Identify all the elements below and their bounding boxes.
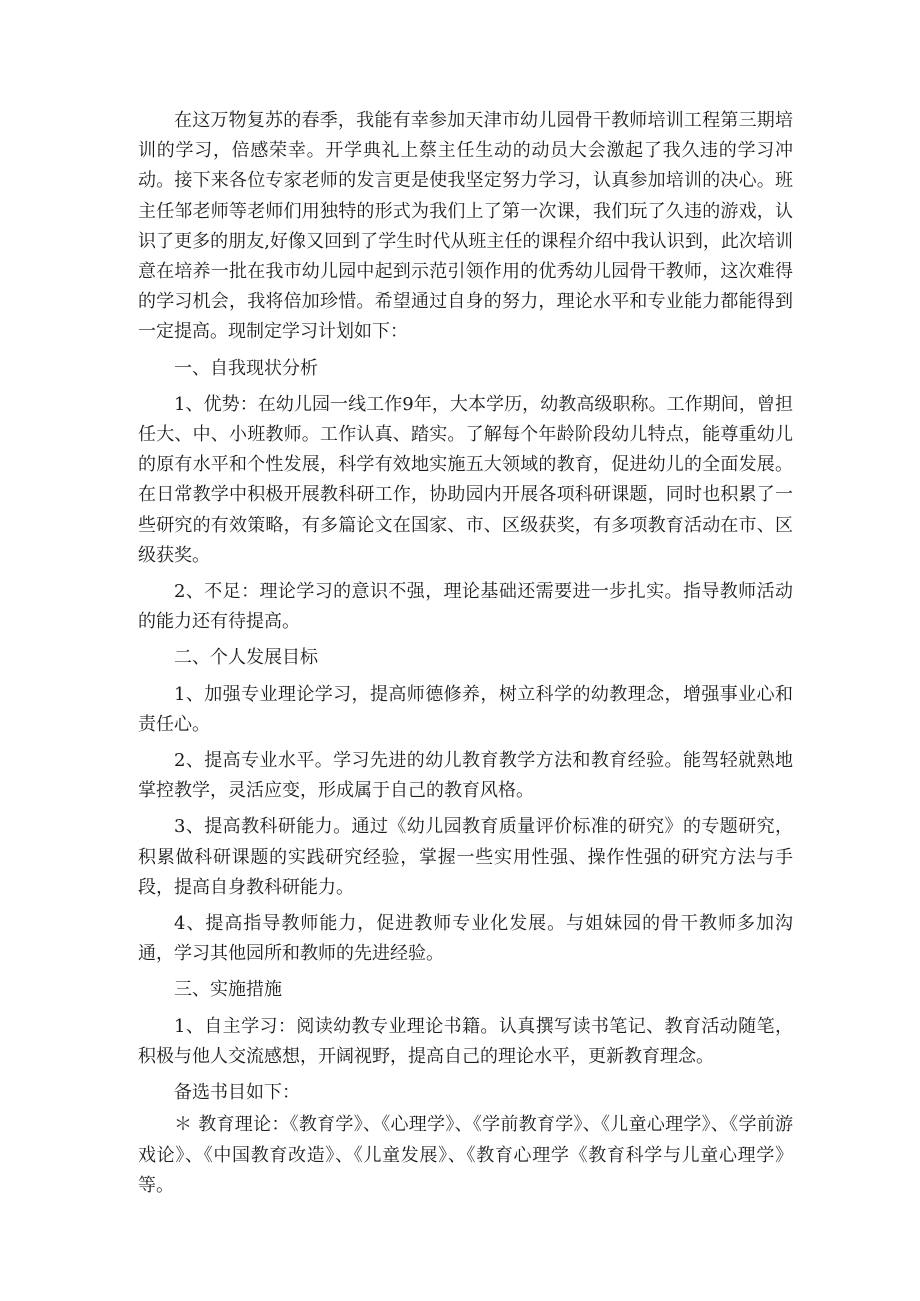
goal-item-1: 1、加强专业理论学习，提高师德修养，树立科学的幼教理念，增强事业心和责任心。 (138, 683, 793, 735)
strengths-paragraph: 1、优势：在幼儿园一线工作9年，大本学历，幼教高级职称。工作期间，曾担任大、中、小班教师。工作认真、踏实。了解每个年龄阶段幼儿特点，能尊重幼儿的原有水平和个性发展，科学有效地实施五大领域的教育，促进幼儿的全面发展。在日常教学中积极开展教科研工作，协助园内开展各项科研课题，同时也积累了一些研究的有效策略，有多篇论文在国家、市、区级获奖，有多项教育活动在市、区级获奖。 (138, 393, 793, 566)
goal-item-4: 4、提高指导教师能力，促进教师专业化发展。与姐妹园的骨干教师多加沟通，学习其他园所和教师的先进经验。 (138, 913, 793, 965)
book-list-heading: 备选书目如下： (174, 1082, 300, 1104)
measure-item-1: 1、自主学习：阅读幼教专业理论书籍。认真撰写读书笔记、教育活动随笔，积极与他人交流感想，开阔视野，提高自己的理论水平，更新教育理念。 (138, 1015, 793, 1067)
intro-paragraph: 在这万物复苏的春季，我能有幸参加天津市幼儿园骨干教师培训工程第三期培训的学习，倍感荣幸。开学典礼上蔡主任生动的动员大会激起了我久违的学习冲动。接下来各位专家老师的发言更是使我坚定努力学习，认真参加培训的决心。班主任邹老师等老师们用独特的形式为我们上了第一次课，我们玩了久违的游戏，认识了更多的朋友,好像又回到了学生时代从班主任的课程介绍中我认识到，此次培训意在培养一批在我市幼儿园中起到示范引领作用的优秀幼儿园骨干教师，这次难得的学习机会，我将倍加珍惜。希望通过自身的努力，理论水平和专业能力都能得到一定提高。现制定学习计划如下： (138, 110, 793, 343)
goal-item-3: 3、提高教科研能力。通过《幼儿园教育质量评价标准的研究》的专题研究，积累做科研课题的实践研究经验，掌握一些实用性强、操作性强的研究方法与手段，提高自身教科研能力。 (138, 816, 793, 898)
document-body (138, 106, 793, 1201)
goal-item-2: 2、提高专业水平。学习先进的幼儿教育教学方法和教育经验。能驾轻就熟地掌控教学，灵活应变，形成属于自己的教育风格。 (138, 750, 793, 802)
section-heading-measures: 三、实施措施 (174, 979, 282, 1001)
book-list-theory: ＊ 教育理论：《教育学》、《心理学》、《学前教育学》、《儿童心理学》、《学前游戏论》、《中国教育改造》、《儿童发展》、《教育心理学《教育科学与儿童心理学》等。 (138, 1114, 793, 1196)
section-heading-goals: 二、个人发展目标 (174, 647, 318, 669)
section-heading-self-analysis: 一、自我现状分析 (174, 357, 318, 379)
weaknesses-paragraph: 2、不足：理论学习的意识不强，理论基础还需要进一步扎实。指导教师活动的能力还有待提高。 (138, 581, 793, 633)
